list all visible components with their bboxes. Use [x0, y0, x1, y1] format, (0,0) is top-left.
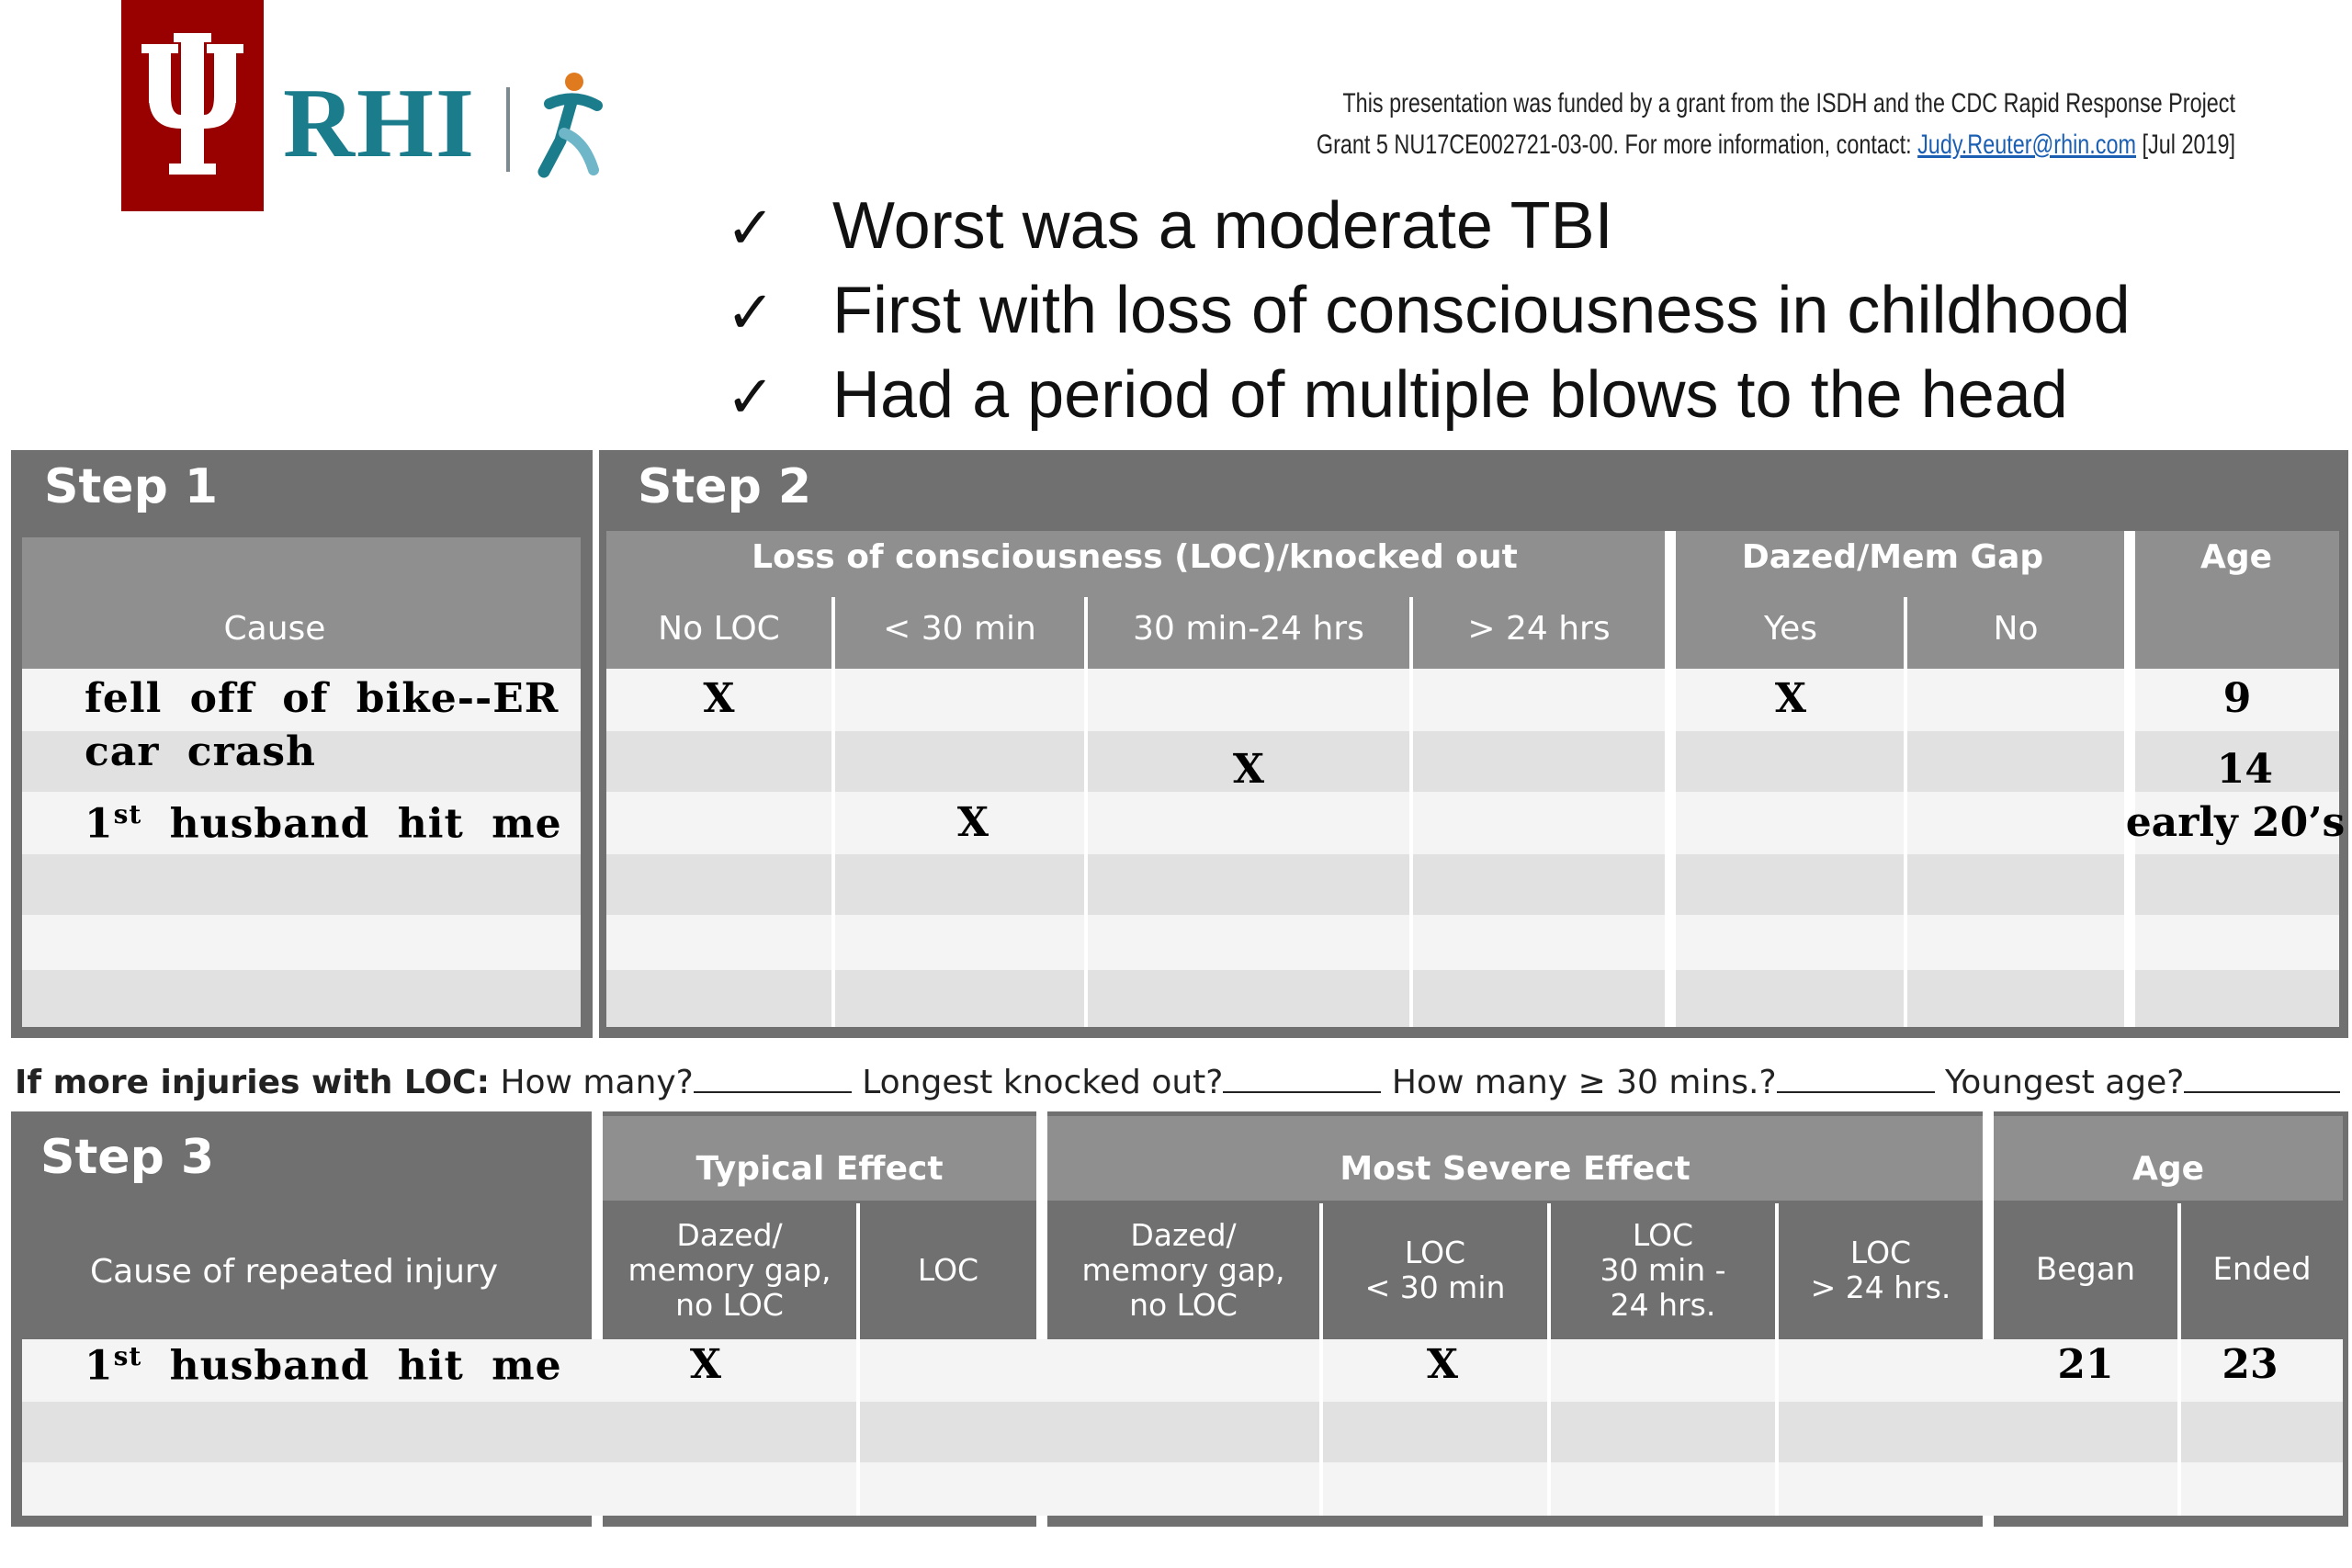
checklist-item: [726, 353, 2068, 437]
column-divider: [856, 1203, 860, 1516]
cell-age: 14: [2216, 746, 2273, 793]
step2-title: Step 2: [638, 459, 812, 514]
cell-dazed-yes: X: [1774, 675, 1807, 722]
longest-knocked-out-blank[interactable]: [1223, 1066, 1381, 1093]
longest-knocked-out-label: Longest knocked out?: [862, 1064, 1224, 1101]
cause-cell: car crash: [85, 728, 317, 775]
checklist-item: [726, 268, 2131, 353]
cell-no-loc: X: [703, 675, 735, 722]
age-group-header: Age: [2199, 538, 2273, 577]
column-divider: [1775, 1203, 1779, 1516]
cell-age-began: 21: [2057, 1341, 2114, 1388]
youngest-age-blank[interactable]: [2184, 1066, 2340, 1093]
checkmark-icon: ✓: [726, 279, 775, 347]
col-severe-loc-lt-30: LOC < 30 min: [1364, 1235, 1506, 1305]
table-row: [606, 970, 2339, 1027]
step1-title: Step 1: [44, 459, 219, 514]
checklist-text: First with loss of consciousness in childhood: [832, 274, 2131, 347]
cell-30-min-24-hrs: X: [1232, 746, 1265, 793]
col-age-began: Began: [2035, 1251, 2136, 1289]
table-row: [22, 1462, 2343, 1516]
col-typical-loc: LOC: [917, 1252, 979, 1289]
table-row: [22, 915, 581, 970]
step3-title: Step 3: [40, 1130, 215, 1185]
table-row: [606, 854, 2339, 915]
col-typical-dazed: Dazed/ memory gap, no LOC: [628, 1217, 831, 1323]
table-row: [22, 1402, 2343, 1462]
loc-question-lead: If more injuries with LOC:: [15, 1064, 490, 1101]
repeated-cause-header: Cause of repeated injury: [89, 1253, 499, 1292]
rhi-logo-text: RHI: [283, 69, 477, 178]
cell-age-ended: 23: [2222, 1341, 2278, 1388]
runner-icon: [524, 69, 616, 179]
cell-lt-30-min: X: [956, 799, 989, 846]
checkmark-icon: ✓: [726, 195, 775, 263]
col-severe-dazed: Dazed/ memory gap, no LOC: [1081, 1217, 1285, 1323]
trident-icon: [121, 0, 264, 211]
cell-age: 9: [2222, 675, 2252, 722]
col-dazed-yes: Yes: [1763, 610, 1818, 649]
checklist-item: [726, 184, 1613, 268]
how-many-blank[interactable]: [694, 1066, 852, 1093]
cause-cell: fell off of bike--ER: [85, 675, 560, 722]
most-severe-effect-header: Most Severe Effect: [1340, 1150, 1690, 1189]
funding-date: [Jul 2019]: [2142, 130, 2235, 160]
cause-cell: 1st husband hit me: [85, 799, 562, 848]
cell-age: early 20’s: [2125, 799, 2346, 846]
age-header: Age: [2132, 1150, 2205, 1189]
col-severe-loc-30-24: LOC 30 min - 24 hrs.: [1600, 1217, 1726, 1323]
table-row: [606, 915, 2339, 970]
dazed-group-header: Dazed/Mem Gap: [1741, 538, 2044, 577]
table-row: [22, 854, 581, 915]
checklist-text: Had a period of multiple blows to the head: [832, 358, 2068, 432]
group-divider: [1665, 531, 1676, 1027]
table-row: [606, 669, 2339, 731]
loc-group-header: Loss of consciousness (LOC)/knocked out: [752, 538, 1518, 577]
col-dazed-no: No: [1993, 610, 2039, 649]
cell-severe-loc-lt-30: X: [1426, 1341, 1459, 1388]
column-divider: [1904, 597, 1907, 1027]
table-row: [22, 970, 581, 1027]
col-severe-loc-gt-24: LOC > 24 hrs.: [1810, 1235, 1951, 1305]
checklist-text: Worst was a moderate TBI: [832, 189, 1613, 263]
col-30-min-24-hrs: 30 min-24 hrs: [1133, 610, 1364, 649]
additional-loc-questions: [15, 1064, 2348, 1101]
col-no-loc: No LOC: [658, 610, 780, 649]
cause-header: Cause: [223, 610, 326, 649]
iu-trident-logo: [121, 0, 264, 211]
col-age-ended: Ended: [2212, 1251, 2312, 1289]
repeated-cause-cell: 1st husband hit me: [85, 1341, 562, 1390]
contact-email-link[interactable]: Judy.Reuter@rhin.com: [1917, 130, 2137, 160]
funding-note: [1280, 83, 2235, 165]
col-gt-24-hrs: > 24 hrs: [1467, 610, 1611, 649]
youngest-age-label: Youngest age?: [1945, 1064, 2185, 1101]
column-divider: [1409, 597, 1413, 1027]
col-lt-30-min: < 30 min: [883, 610, 1036, 649]
group-divider: [2124, 531, 2135, 1027]
logo-divider: [506, 87, 510, 172]
typical-effect-header: Typical Effect: [695, 1150, 944, 1189]
table-row: [606, 731, 2339, 792]
funding-line-1: This presentation was funded by a grant from the ISDH and the CDC Rapid Response Project: [1342, 88, 2235, 118]
cell-typical-dazed: X: [689, 1341, 722, 1388]
how-many-30-mins-blank[interactable]: [1777, 1066, 1935, 1093]
funding-grant: Grant 5 NU17CE002721-03-00. For more information, contact:: [1316, 130, 1912, 160]
how-many-label: How many?: [500, 1064, 694, 1101]
how-many-30-mins-label: How many ≥ 30 mins.?: [1391, 1064, 1777, 1101]
checkmark-icon: ✓: [726, 364, 775, 432]
funding-line-2: [1280, 124, 2235, 165]
